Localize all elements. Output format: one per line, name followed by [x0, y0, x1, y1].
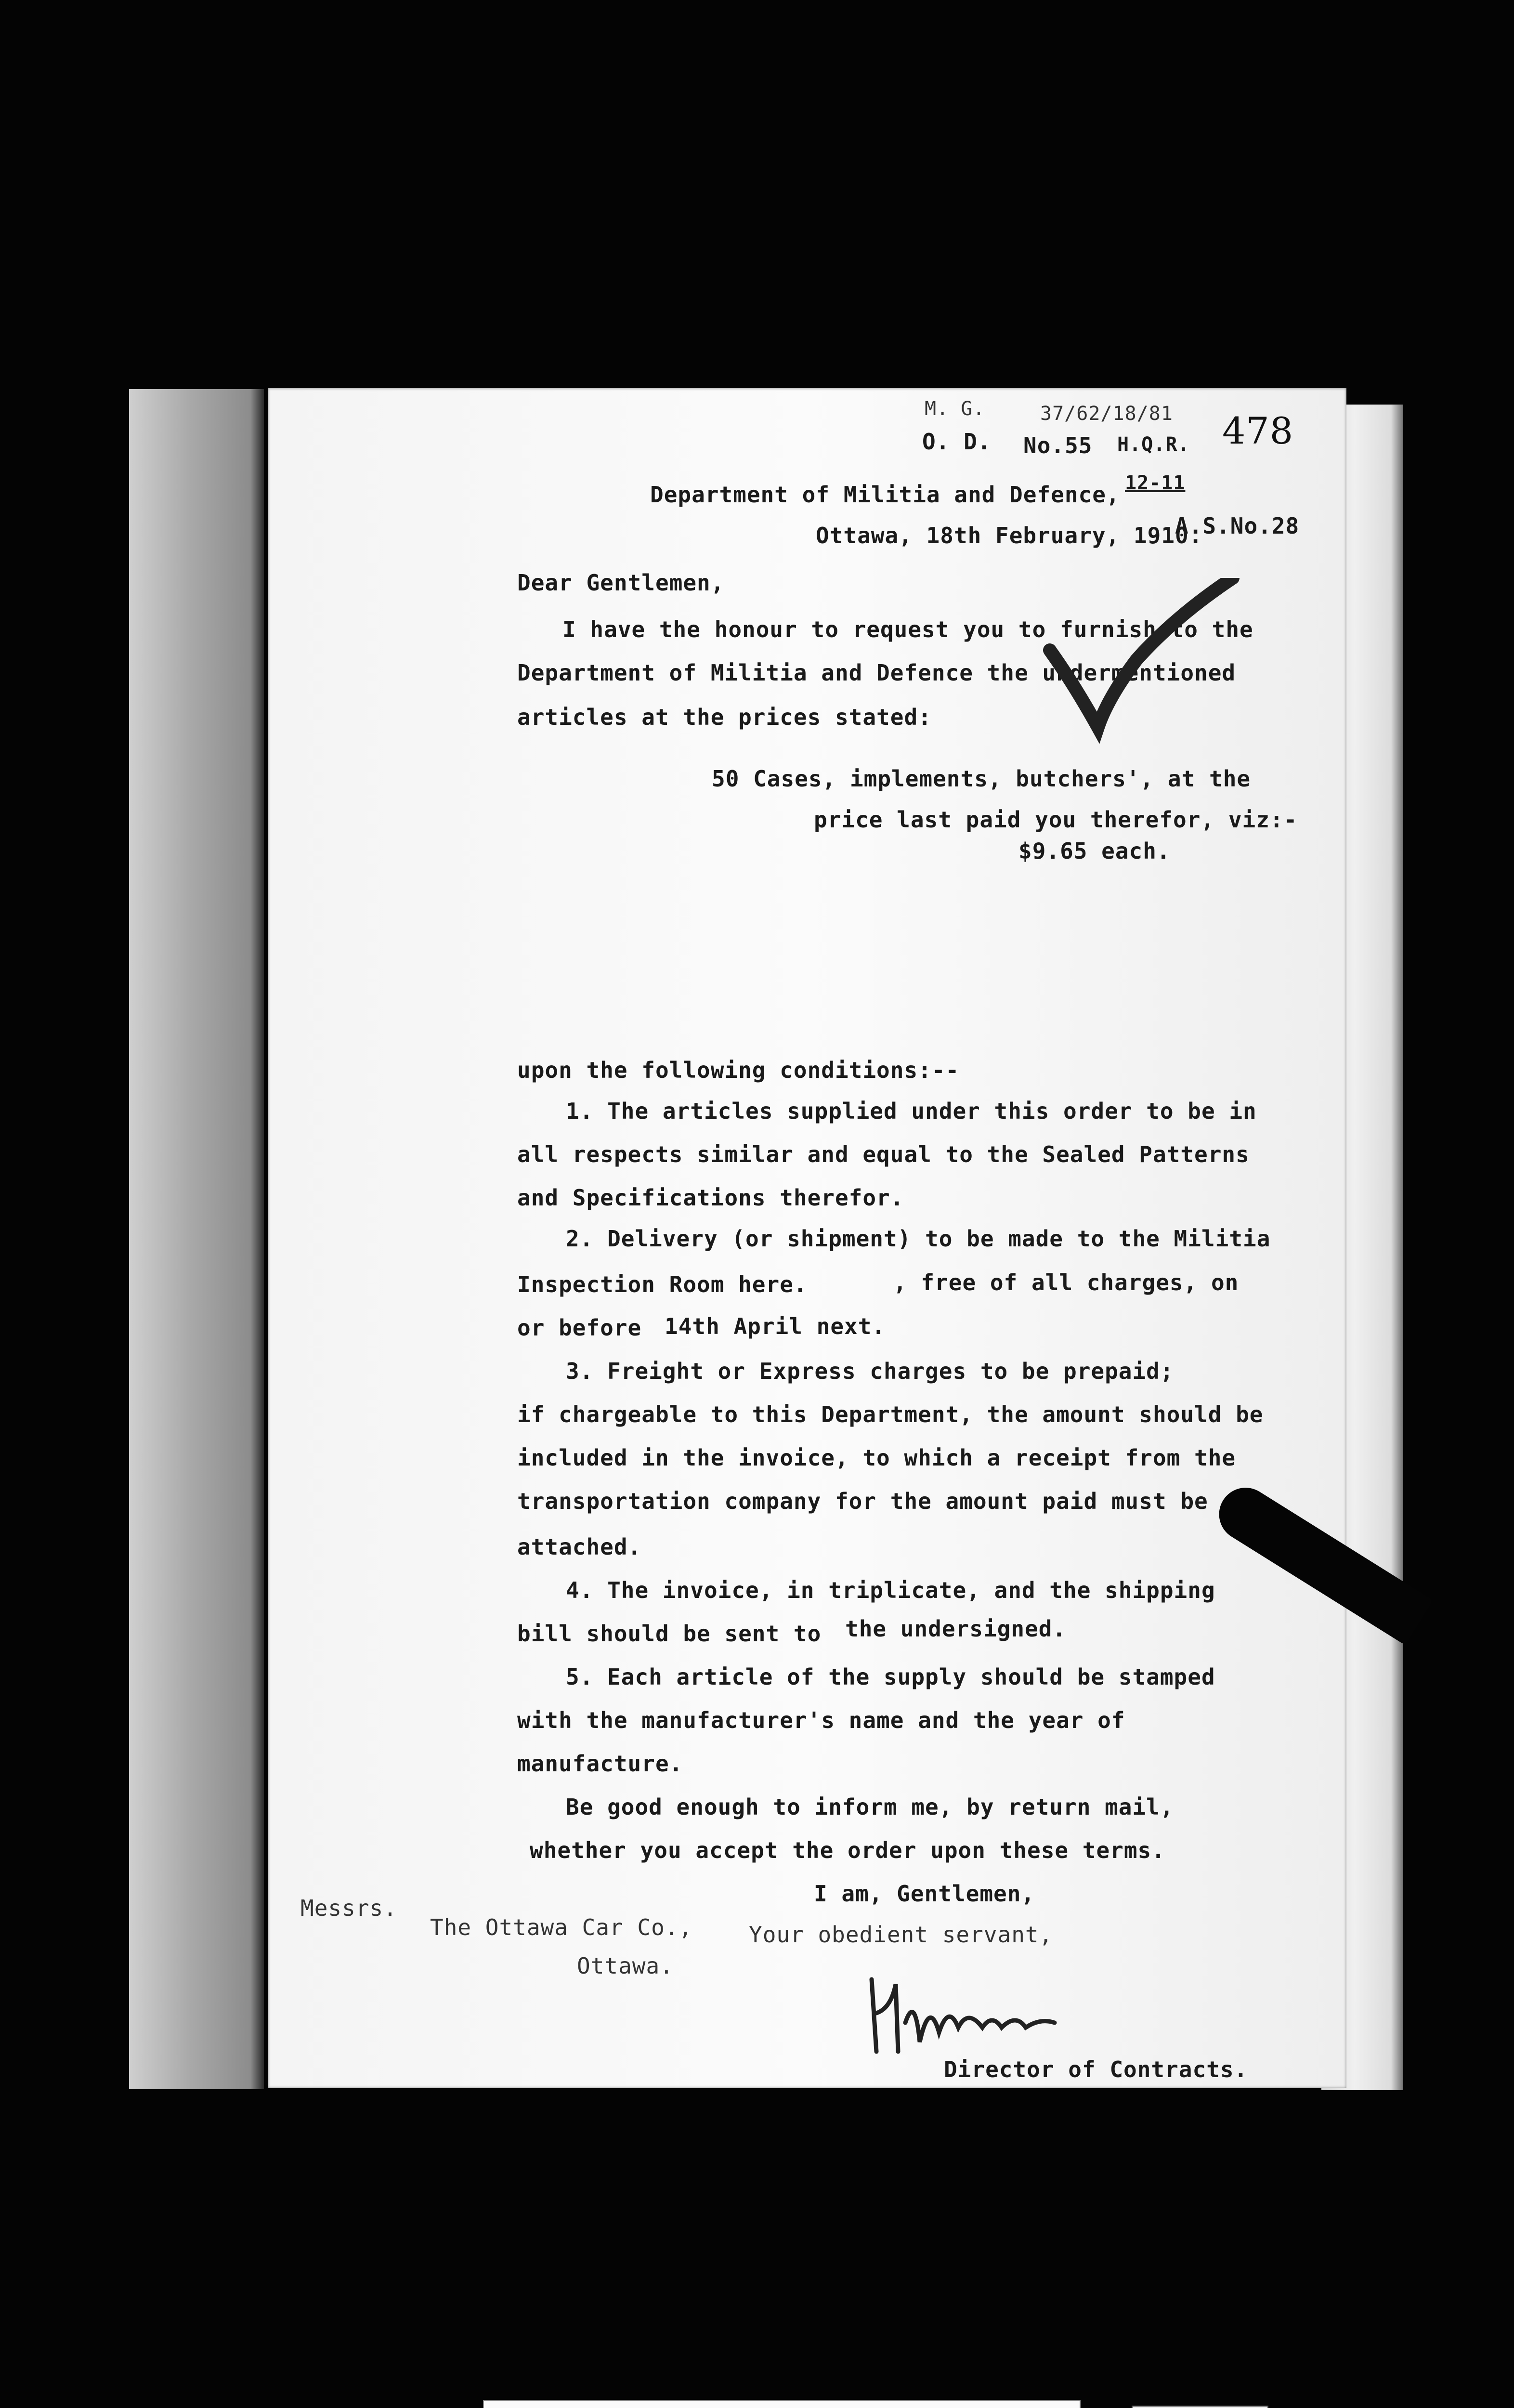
order-item-line-2: price last paid you therefor, viz:- [814, 807, 1298, 833]
condition-5-line-2: with the manufacturer's name and the year of [517, 1707, 1125, 1733]
place-date: Ottawa, 18th February, 1910. [816, 523, 1203, 549]
condition-5-line-3: manufacture. [517, 1751, 683, 1777]
condition-4-line-2: bill should be sent to [517, 1621, 822, 1647]
as-number: A.S.No.28 [1175, 513, 1300, 539]
ref-code: 37/62/18/81 [1040, 403, 1173, 425]
signature-image [862, 1965, 1064, 2061]
condition-2-line-2b: , free of all charges, on [893, 1269, 1239, 1296]
condition-3-line-4: transportation company for the amount paid must be [517, 1488, 1208, 1514]
condition-3-line-5: attached. [517, 1534, 642, 1560]
condition-3-line-2: if chargeable to this Department, the amount should be [517, 1401, 1264, 1427]
order-item-line-3: $9.65 each. [1018, 838, 1171, 864]
poor-copies-stamp [1132, 2406, 1268, 2408]
condition-5-line-1: 5. Each article of the supply should be stamped [566, 1664, 1215, 1690]
ref-suffix: H.Q.R. [1117, 433, 1190, 456]
closing-request-line-1: Be good enough to inform me, by return mail, [566, 1794, 1174, 1820]
addressee-city: Ottawa. [577, 1953, 674, 1979]
left-page-edge [129, 389, 264, 2089]
order-item-line-1: 50 Cases, implements, butchers', at the [712, 766, 1251, 792]
intro-line-3: articles at the prices stated: [517, 704, 932, 730]
closing-request-line-2: whether you accept the order upon these terms. [530, 1837, 1165, 1863]
intro-line-2: Department of Militia and Defence the undermentioned [517, 660, 1236, 686]
closing-iam: I am, Gentlemen, [814, 1881, 1035, 1907]
ref-mg: M. G. [925, 398, 985, 420]
intro-line-1: I have the honour to request you to furnish to the [562, 616, 1253, 642]
condition-1-line-2: all respects similar and equal to the Sealed Patterns [517, 1141, 1250, 1167]
condition-1-line-1: 1. The articles supplied under this order to be in [566, 1098, 1257, 1124]
salutation: Dear Gentlemen, [517, 570, 725, 596]
addressee-messrs: Messrs. [300, 1895, 397, 1921]
condition-2-date: 14th April next. [665, 1313, 886, 1339]
conditions-intro: upon the following conditions:-- [517, 1057, 960, 1083]
condition-4-line-1: 4. The invoice, in triplicate, and the shipping [566, 1577, 1215, 1603]
condition-2-line-3: or before [517, 1315, 642, 1341]
page-number: 478 [1222, 409, 1294, 452]
ref-od: O. D. [922, 429, 992, 455]
check-mark [1040, 578, 1242, 780]
ref-no: No.55 [1023, 432, 1093, 458]
department-heading: Department of Militia and Defence, [650, 482, 1120, 508]
ref-number: 12-11 [1125, 472, 1186, 494]
addressee-name: The Ottawa Car Co., [430, 1914, 693, 1940]
condition-4-recipient: the undersigned. [845, 1616, 1067, 1642]
director-title: Director of Contracts. [944, 2056, 1248, 2082]
condition-2-line-1: 2. Delivery (or shipment) to be made to the Militia [566, 1226, 1271, 1252]
closing-servant: Your obedient servant, [749, 1922, 1053, 1948]
condition-3-line-3: included in the invoice, to which a receipt from the [517, 1445, 1236, 1471]
condition-2-line-2: Inspection Room here. [517, 1271, 808, 1297]
condition-1-line-3: and Specifications therefor. [517, 1185, 904, 1211]
archive-reference-card [483, 2400, 1081, 2408]
condition-3-line-1: 3. Freight or Express charges to be prepaid; [566, 1358, 1174, 1384]
